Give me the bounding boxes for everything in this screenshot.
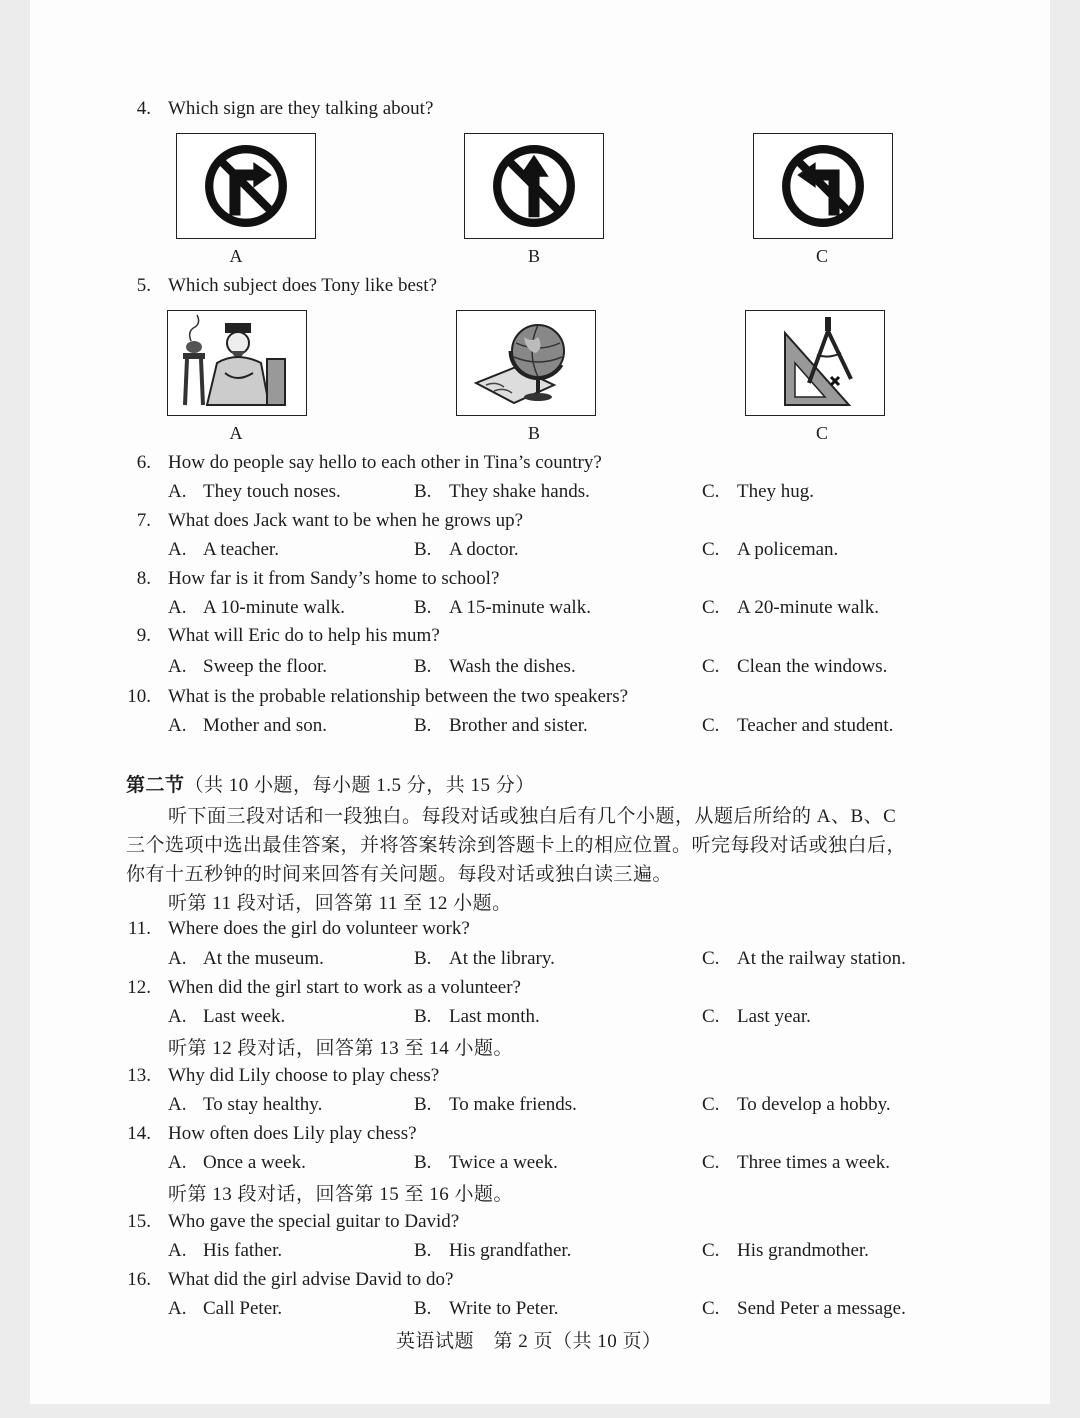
option-text: A 10-minute walk. xyxy=(203,597,345,618)
option-letter: B. xyxy=(414,715,432,736)
question-text: What will Eric do to help his mum? xyxy=(168,625,440,646)
option-letter: C. xyxy=(702,481,720,502)
option-letter: C. xyxy=(702,597,720,618)
option-c[interactable] xyxy=(702,1094,891,1116)
option-a[interactable] xyxy=(168,481,341,503)
option-text: A teacher. xyxy=(203,539,279,560)
option-a[interactable] xyxy=(168,597,345,619)
no-left-turn-sign xyxy=(753,133,893,239)
option-a[interactable] xyxy=(168,948,324,970)
option-a[interactable] xyxy=(168,1240,282,1262)
option-letter: B. xyxy=(414,539,432,560)
option-text: Brother and sister. xyxy=(449,715,588,736)
option-text: At the library. xyxy=(449,948,555,969)
option-c[interactable] xyxy=(702,597,879,619)
option-b[interactable] xyxy=(414,715,588,737)
question-number: 9. xyxy=(136,625,151,646)
option-a[interactable] xyxy=(168,1298,282,1320)
question-text: Which sign are they talking about? xyxy=(168,98,434,119)
option-letter: A. xyxy=(168,715,187,736)
option-letter: B. xyxy=(414,1006,432,1027)
option-text: Last week. xyxy=(203,1006,286,1027)
option-letter: B. xyxy=(414,597,432,618)
option-caption: C xyxy=(815,423,828,443)
option-letter: A. xyxy=(168,1094,187,1115)
option-caption: C xyxy=(815,246,828,266)
section-intro-line: 你有十五秒钟的时间来回答有关问题。每段对话或独白读三遍。 xyxy=(126,864,673,885)
option-c[interactable] xyxy=(702,1240,869,1262)
option-b[interactable] xyxy=(414,1094,577,1116)
option-b[interactable] xyxy=(414,1152,558,1174)
question-text: Where does the girl do volunteer work? xyxy=(168,918,470,939)
option-c[interactable] xyxy=(702,948,906,970)
option-text: They shake hands. xyxy=(449,481,590,502)
option-b[interactable] xyxy=(414,1298,559,1320)
option-c[interactable] xyxy=(702,539,838,561)
option-letter: A. xyxy=(168,948,187,969)
option-c[interactable] xyxy=(702,481,814,503)
option-b[interactable] xyxy=(414,539,519,561)
question-text: How often does Lily play chess? xyxy=(168,1123,417,1144)
option-caption: B xyxy=(527,423,540,443)
option-text: Mother and son. xyxy=(203,715,328,736)
option-text: They hug. xyxy=(737,481,815,502)
option-letter: A. xyxy=(168,656,187,677)
option-text: Last month. xyxy=(449,1006,540,1027)
option-letter: C. xyxy=(702,656,720,677)
option-letter: C. xyxy=(702,1152,720,1173)
option-text: Twice a week. xyxy=(449,1152,558,1173)
option-text: To develop a hobby. xyxy=(737,1094,891,1115)
option-text: A doctor. xyxy=(449,539,519,560)
option-text: Sweep the floor. xyxy=(203,656,328,677)
option-text: Send Peter a message. xyxy=(737,1298,906,1319)
option-a[interactable] xyxy=(168,1006,285,1028)
history-scholar-image xyxy=(167,310,307,416)
question-text: What does Jack want to be when he grows up? xyxy=(168,510,524,531)
section-heading xyxy=(126,770,535,797)
option-a[interactable] xyxy=(168,656,327,678)
option-a[interactable] xyxy=(168,715,327,737)
option-text: Teacher and student. xyxy=(737,715,894,736)
question-text: What is the probable relationship between the two speakers? xyxy=(168,686,629,707)
globe-geography-image xyxy=(456,310,596,416)
option-text: Call Peter. xyxy=(203,1298,283,1319)
option-text: Write to Peter. xyxy=(449,1298,559,1319)
option-text: At the railway station. xyxy=(737,948,906,969)
no-straight-sign xyxy=(464,133,604,239)
option-letter: A. xyxy=(168,1152,187,1173)
dialog-instruction: 听第 11 段对话，回答第 11 至 12 小题。 xyxy=(168,893,512,914)
math-tools-image xyxy=(745,310,885,416)
question-number: 4. xyxy=(136,98,151,119)
option-letter: A. xyxy=(168,1298,187,1319)
section-heading-detail: （共 10 小题，每小题 1.5 分，共 15 分） xyxy=(184,775,535,796)
option-letter: C. xyxy=(702,715,720,736)
option-a[interactable] xyxy=(168,1094,322,1116)
option-letter: A. xyxy=(168,1240,187,1261)
option-b[interactable] xyxy=(414,597,591,619)
question-text: Why did Lily choose to play chess? xyxy=(168,1065,440,1086)
question-number: 11. xyxy=(127,918,151,939)
section-intro-line: 三个选项中选出最佳答案，并将答案转涂到答题卡上的相应位置。听完每段对话或独白后， xyxy=(126,835,907,856)
option-letter: A. xyxy=(168,1006,187,1027)
option-c[interactable] xyxy=(702,656,887,678)
no-right-turn-sign xyxy=(176,133,316,239)
question-number: 10. xyxy=(127,686,151,707)
option-text: His grandfather. xyxy=(449,1240,572,1261)
option-letter: A. xyxy=(168,481,187,502)
option-caption: B xyxy=(527,246,540,266)
option-b[interactable] xyxy=(414,948,555,970)
option-letter: C. xyxy=(702,1240,720,1261)
option-text: To make friends. xyxy=(449,1094,577,1115)
question-number: 6. xyxy=(136,452,151,473)
question-number: 16. xyxy=(127,1269,151,1290)
question-number: 15. xyxy=(127,1211,151,1232)
option-text: Clean the windows. xyxy=(737,656,888,677)
option-letter: B. xyxy=(414,481,432,502)
option-text: His father. xyxy=(203,1240,283,1261)
dialog-instruction: 听第 12 段对话，回答第 13 至 14 小题。 xyxy=(168,1038,514,1059)
option-letter: B. xyxy=(414,948,432,969)
option-letter: C. xyxy=(702,539,720,560)
option-c[interactable] xyxy=(702,1298,906,1320)
option-text: Once a week. xyxy=(203,1152,306,1173)
question-number: 7. xyxy=(136,510,151,531)
option-caption: A xyxy=(229,246,243,266)
option-text: A 20-minute walk. xyxy=(737,597,879,618)
question-number: 12. xyxy=(127,977,151,998)
question-text: What did the girl advise David to do? xyxy=(168,1269,454,1290)
option-text: To stay healthy. xyxy=(203,1094,323,1115)
option-text: Wash the dishes. xyxy=(449,656,576,677)
option-a[interactable] xyxy=(168,1152,306,1174)
option-letter: B. xyxy=(414,1152,432,1173)
option-caption: A xyxy=(229,423,243,443)
option-text: A policeman. xyxy=(737,539,839,560)
option-b[interactable] xyxy=(414,1006,540,1028)
option-letter: C. xyxy=(702,1094,720,1115)
option-letter: B. xyxy=(414,1298,432,1319)
option-text: At the museum. xyxy=(203,948,324,969)
option-letter: B. xyxy=(414,1094,432,1115)
option-c[interactable] xyxy=(702,1006,811,1028)
question-text: Which subject does Tony like best? xyxy=(168,275,438,296)
question-text: Who gave the special guitar to David? xyxy=(168,1211,460,1232)
question-text: How do people say hello to each other in Tina’s country? xyxy=(168,452,602,473)
option-text: They touch noses. xyxy=(203,481,341,502)
option-a[interactable] xyxy=(168,539,279,561)
dialog-instruction: 听第 13 段对话，回答第 15 至 16 小题。 xyxy=(168,1184,514,1205)
option-letter: A. xyxy=(168,539,187,560)
option-letter: A. xyxy=(168,597,187,618)
question-number: 14. xyxy=(127,1123,151,1144)
option-letter: C. xyxy=(702,1006,720,1027)
question-number: 5. xyxy=(136,275,151,296)
section-heading-label: 第二节 xyxy=(126,775,185,796)
option-letter: B. xyxy=(414,656,432,677)
question-text: How far is it from Sandy’s home to school? xyxy=(168,568,500,589)
question-number: 8. xyxy=(136,568,151,589)
exam-page xyxy=(30,0,1050,1404)
option-text: A 15-minute walk. xyxy=(449,597,591,618)
option-b[interactable] xyxy=(414,656,576,678)
option-b[interactable] xyxy=(414,481,590,503)
section-intro-line: 听下面三段对话和一段独白。每段对话或独白后有几个小题，从题后所给的 A、B、C xyxy=(168,806,897,827)
option-b[interactable] xyxy=(414,1240,571,1262)
option-letter: B. xyxy=(414,1240,432,1261)
question-number: 13. xyxy=(127,1065,151,1086)
option-text: Last year. xyxy=(737,1006,811,1027)
option-c[interactable] xyxy=(702,715,893,737)
option-text: His grandmother. xyxy=(737,1240,869,1261)
option-c[interactable] xyxy=(702,1152,890,1174)
question-text: When did the girl start to work as a volunteer? xyxy=(168,977,521,998)
option-letter: C. xyxy=(702,1298,720,1319)
option-letter: C. xyxy=(702,948,720,969)
option-text: Three times a week. xyxy=(737,1152,890,1173)
page-footer: 英语试题 第 2 页（共 10 页） xyxy=(396,1331,662,1352)
